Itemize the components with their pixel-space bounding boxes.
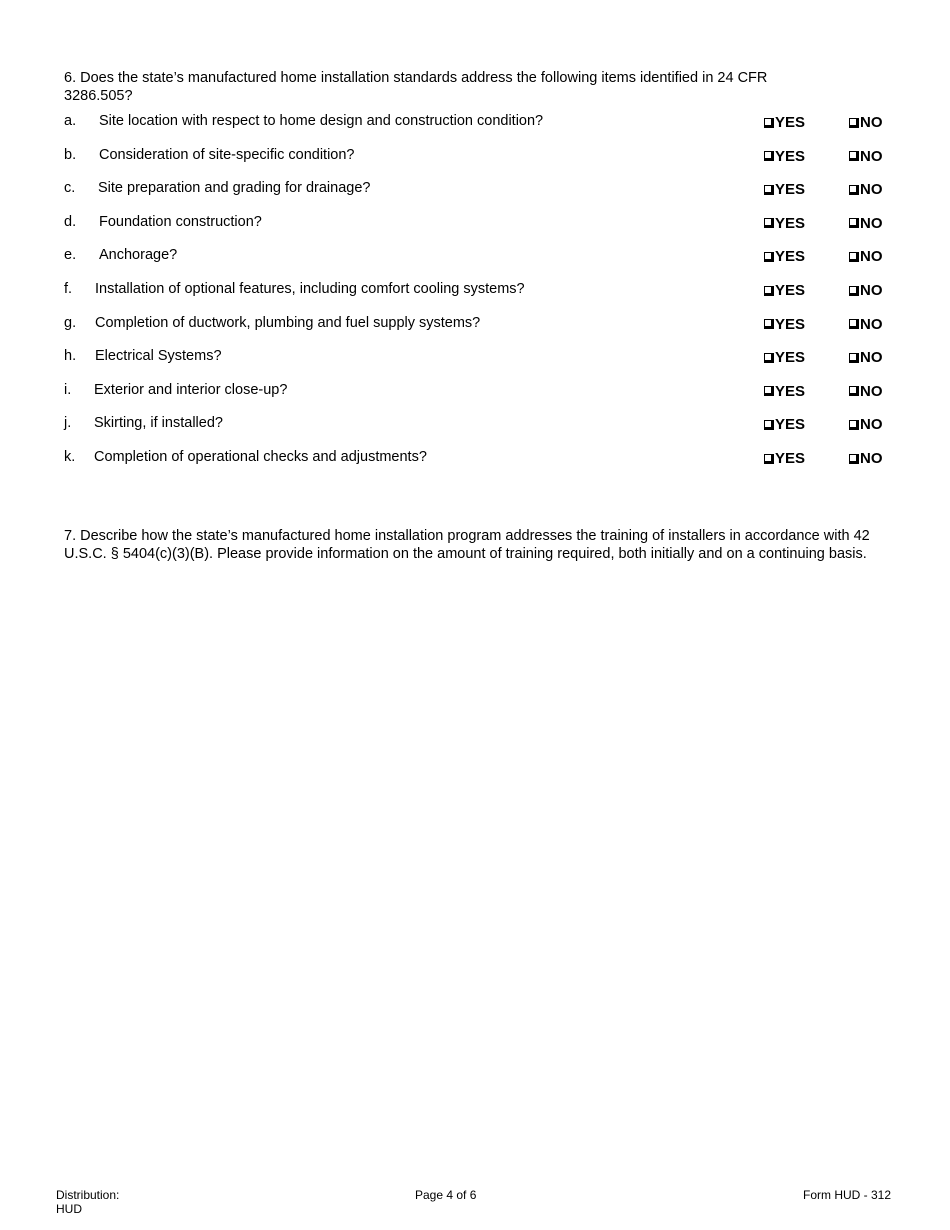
no-label: NO — [860, 114, 883, 131]
yes-checkbox[interactable] — [764, 353, 774, 363]
question-7-text: 7. Describe how the state’s manufactured home installation program addresses the training of installers in accordance with 42 U.S.C. § 5404(c)(3)(B). Please provide information on the amount of training required, both initially and on a continuing basis. — [64, 528, 870, 562]
no-checkbox[interactable] — [849, 286, 859, 296]
question-6-item — [0, 348, 950, 368]
no-label: NO — [860, 181, 883, 199]
no-label: NO — [860, 450, 883, 467]
no-option[interactable] — [849, 114, 883, 131]
item-text: Site location with respect to home design and construction condition? — [99, 113, 544, 129]
item-letter: h. — [64, 348, 77, 365]
yes-option[interactable] — [764, 282, 805, 299]
item-text: Completion of operational checks and adjustments? — [94, 449, 427, 465]
yes-checkbox[interactable] — [764, 151, 774, 161]
item-letter: c. — [64, 180, 76, 197]
no-option[interactable] — [849, 349, 883, 366]
yes-checkbox[interactable] — [764, 118, 774, 128]
item-letter: f. — [64, 281, 73, 297]
yes-option[interactable] — [764, 349, 805, 366]
yes-label: YES — [775, 382, 806, 400]
yes-checkbox[interactable] — [764, 286, 774, 296]
yes-checkbox[interactable] — [764, 454, 774, 464]
no-label: NO — [860, 315, 883, 333]
yes-option[interactable] — [764, 181, 805, 198]
yes-option[interactable] — [764, 450, 805, 467]
yes-checkbox[interactable] — [764, 386, 774, 396]
item-letter: k. — [64, 449, 76, 465]
yes-option[interactable] — [764, 148, 805, 165]
no-option[interactable] — [849, 282, 883, 299]
yes-checkbox[interactable] — [764, 420, 774, 430]
yes-label: YES — [775, 114, 806, 131]
no-option[interactable] — [849, 148, 883, 165]
item-letter: i. — [64, 381, 72, 398]
no-label: NO — [860, 282, 883, 299]
question-6-item — [0, 147, 950, 167]
yes-label: YES — [775, 147, 806, 165]
yes-option[interactable] — [764, 416, 805, 433]
no-checkbox[interactable] — [849, 185, 859, 195]
question-6-item — [0, 214, 950, 234]
no-label: NO — [860, 147, 883, 165]
question-6-item — [0, 281, 950, 301]
form-number: Form HUD - 312 — [803, 1188, 892, 1202]
item-letter: g. — [64, 314, 77, 331]
item-letter: j. — [64, 415, 72, 432]
question-6-item — [0, 415, 950, 435]
yes-label: YES — [775, 282, 806, 299]
no-checkbox[interactable] — [849, 386, 859, 396]
yes-label: YES — [775, 315, 806, 333]
no-label: NO — [860, 382, 883, 400]
no-option[interactable] — [849, 416, 883, 433]
distribution-value: HUD — [56, 1202, 82, 1216]
item-text: Exterior and interior close-up? — [94, 381, 288, 398]
no-label: NO — [860, 248, 883, 266]
item-text: Anchorage? — [99, 247, 178, 264]
item-text: Foundation construction? — [99, 213, 262, 230]
item-text: Skirting, if installed? — [94, 415, 223, 432]
yes-label: YES — [775, 349, 806, 367]
yes-checkbox[interactable] — [764, 319, 774, 329]
yes-option[interactable] — [764, 316, 805, 333]
item-text: Completion of ductwork, plumbing and fuel supply systems? — [95, 314, 481, 331]
no-option[interactable] — [849, 383, 883, 400]
no-checkbox[interactable] — [849, 118, 859, 128]
item-text: Installation of optional features, including comfort cooling systems? — [95, 281, 525, 297]
footer-distribution — [56, 1188, 119, 1216]
yes-checkbox[interactable] — [764, 252, 774, 262]
yes-label: YES — [775, 450, 806, 467]
item-letter: e. — [64, 247, 77, 264]
no-checkbox[interactable] — [849, 353, 859, 363]
yes-label: YES — [775, 214, 806, 232]
no-label: NO — [860, 214, 883, 232]
item-letter: a. — [64, 113, 77, 129]
question-6-item — [0, 113, 950, 133]
no-option[interactable] — [849, 248, 883, 265]
item-text: Electrical Systems? — [95, 348, 222, 365]
yes-option[interactable] — [764, 215, 805, 232]
yes-checkbox[interactable] — [764, 185, 774, 195]
question-6-item — [0, 315, 950, 335]
yes-label: YES — [775, 181, 806, 199]
item-letter: d. — [64, 213, 77, 230]
no-option[interactable] — [849, 316, 883, 333]
question-6-item — [0, 180, 950, 200]
no-option[interactable] — [849, 450, 883, 467]
no-checkbox[interactable] — [849, 420, 859, 430]
yes-option[interactable] — [764, 114, 805, 131]
no-option[interactable] — [849, 181, 883, 198]
distribution-label: Distribution: — [56, 1188, 120, 1202]
no-checkbox[interactable] — [849, 454, 859, 464]
question-6-item — [0, 449, 950, 469]
no-label: NO — [860, 349, 883, 367]
item-letter: b. — [64, 146, 77, 163]
yes-checkbox[interactable] — [764, 218, 774, 228]
yes-label: YES — [775, 248, 806, 266]
no-checkbox[interactable] — [849, 319, 859, 329]
question-6-item — [0, 382, 950, 402]
yes-option[interactable] — [764, 383, 805, 400]
no-option[interactable] — [849, 215, 883, 232]
yes-option[interactable] — [764, 248, 805, 265]
page-number: Page 4 of 6 — [415, 1188, 477, 1202]
no-checkbox[interactable] — [849, 218, 859, 228]
question-6-item — [0, 247, 950, 267]
item-text: Site preparation and grading for drainage? — [98, 180, 371, 197]
item-text: Consideration of site-specific condition? — [99, 146, 355, 163]
no-checkbox[interactable] — [849, 252, 859, 262]
yes-label: YES — [775, 416, 806, 434]
no-label: NO — [860, 416, 883, 434]
question-6-text: 6. Does the state’s manufactured home installation standards address the following items identified in 24 CFR 3286.505? — [64, 70, 768, 104]
no-checkbox[interactable] — [849, 151, 859, 161]
